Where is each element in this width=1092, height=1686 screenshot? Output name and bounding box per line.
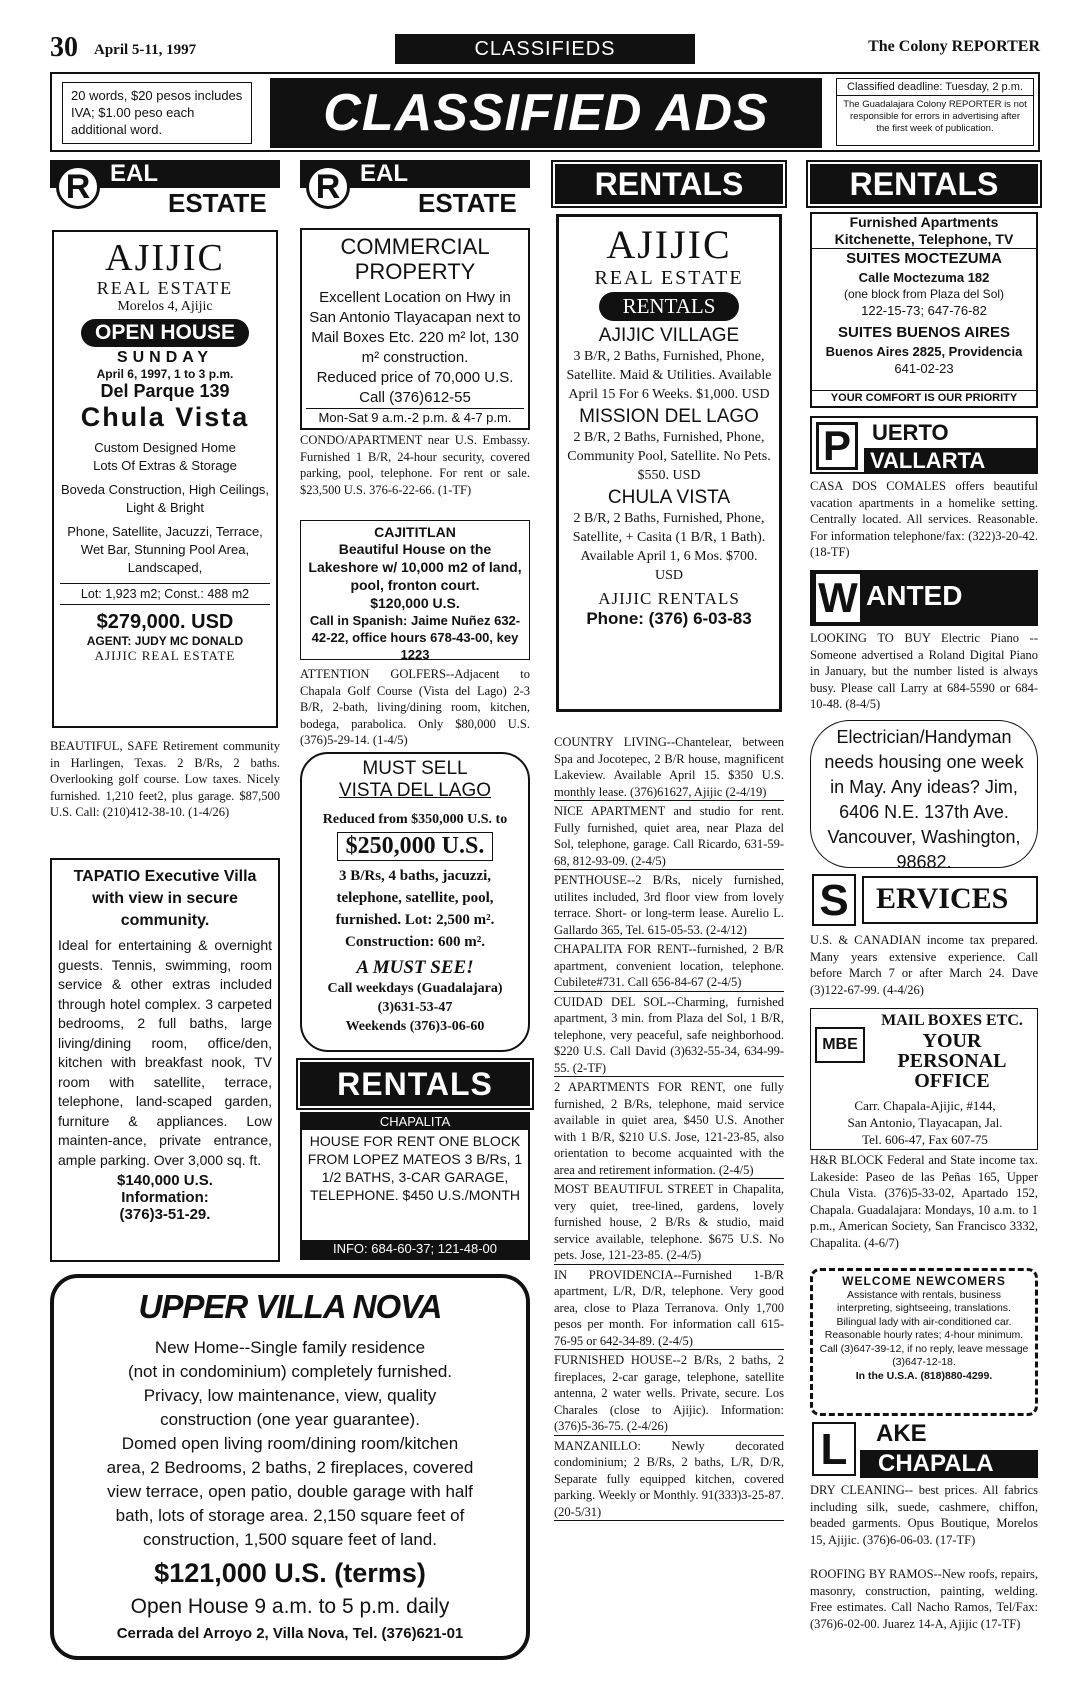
- puerto-vallarta-header: [810, 416, 1038, 474]
- l-letter-icon: L: [812, 1422, 856, 1476]
- listing-text: --Chantelear, between Spa and Jocotepec, 2 B/R house, magnificent Lakeview. Available April 15. $350 U.S. monthly lease. (376)61627, Ajijic (2-4/19): [554, 735, 785, 799]
- income-tax-ad: U.S. & CANADIAN income tax prepared. Many years extensive experience. Call before March 7 or after March 24. Dave (3)122-67-99. (4-4/26): [810, 933, 1038, 997]
- ad-body: HOUSE FOR RENT ONE BLOCK FROM LOPEZ MATEOS 3 B/Rs, 1 1/2 BATHS, 3-CAR GARAGE, TELEPHONE. $450 U.S./MONTH: [307, 1133, 523, 1203]
- rentals-header-col4: RENTALS: [810, 164, 1038, 204]
- tapatio-info: Information:: [121, 1189, 209, 1206]
- ad-phone: Call weekdays (Guadalajara) (3)631-53-47: [327, 981, 503, 1015]
- mbe-name: MAIL BOXES ETC.: [881, 1012, 1023, 1029]
- classified-listing: [554, 1079, 784, 1179]
- listing-lead: MOST BEAUTIFUL STREET: [554, 1182, 714, 1196]
- cajititlan-ad: [300, 520, 530, 660]
- header-top: EAL: [110, 160, 158, 187]
- lot-size: Lot: 1,923 m2; Const.: 488 m2: [60, 583, 270, 605]
- mbe-slogan: YOUR: [922, 1030, 982, 1052]
- tapatio-price: $140,000 U.S.: [117, 1172, 213, 1189]
- suites-name: SUITES BUENOS AIRES: [838, 324, 1010, 341]
- ad-hours: Mon-Sat 9 a.m.-2 p.m. & 4-7 p.m.: [306, 408, 524, 427]
- classified-listing: [554, 872, 784, 939]
- villa-line: construction (one year guarantee).: [160, 1410, 420, 1429]
- villa-price: $121,000 U.S. (terms): [154, 1558, 426, 1588]
- suites-line: Furnished Apartments: [849, 214, 999, 230]
- header-bottom: ESTATE: [168, 188, 267, 218]
- listing-text: --Furnished 1-B/R apartment, L/R, D/R, telephone. Very good area, close to Plaza Terranova. Only 1,700 pesos per month. For information call 615-76-95 or 642-34-89. (2-4/5): [554, 1267, 784, 1348]
- listing-text: : Newly decorated condominium; 2 B/Rs, 2 baths, L/R, D/R, Separate fully equipped kitchen, covered parking. Weekly or Monthly. 91(333)3-25-87. (20-5/31): [554, 1438, 784, 1519]
- villa-line: New Home--Single family residence: [154, 1338, 426, 1357]
- header-top: AKE: [876, 1420, 927, 1447]
- listing-text: in Chapalita, very quiet, tree-lined, gardens, lovely furnished house, 2 B/Rs & studio, maid service available, telephone. $675 U.S. No pets. Jose, 121-23-85. (2-4/5): [554, 1182, 784, 1262]
- mbe-slogan: PERSONAL: [897, 1050, 1007, 1072]
- classified-listing: [554, 1352, 784, 1436]
- mbe-slogan: OFFICE: [914, 1070, 990, 1092]
- s-letter-icon: S: [812, 874, 856, 926]
- mbe-address: [811, 1097, 1039, 1148]
- listing-text: and studio for rent. Fully furnished, quiet area, near Plaza del Sol, telephone, garage. Call Ricardo, 631-59-68, 812-93-09. (2-4/5): [554, 804, 784, 868]
- ad-phone: Weekends (376)3-06-60: [345, 1019, 485, 1034]
- open-day: SUNDAY: [116, 349, 214, 366]
- deadline-text: Classified deadline: Tuesday, 2 p.m.: [837, 79, 1033, 96]
- listing-text: --2 B/Rs, 2 baths, 2 fireplaces, 2-car garage, telephone, satellite antenna, 2 water wells. Private, secure. Los Charales (close to Ajijic). Information: (376)5-36-75. (2-4/26): [554, 1353, 784, 1433]
- header-bottom: VALLARTA: [864, 448, 1038, 474]
- villa-address: Cerrada del Arroyo 2, Villa Nova, Tel. (376)621-01: [116, 1625, 464, 1642]
- villa-line: (not in condominium) completely furnished.: [127, 1362, 453, 1381]
- pricing-note: 20 words, $20 pesos includes IVA; $1.00 peso each additional word.: [62, 82, 252, 144]
- lake-chapala-header: [810, 1420, 1038, 1478]
- mbe-address-line: Tel. 606-47, Fax 607-75: [862, 1132, 988, 1147]
- suites-line: 122-15-73; 647-76-82: [861, 303, 987, 318]
- mbe-address-line: San Antonio, Tlayacapan, Jal.: [847, 1115, 1003, 1130]
- suites-ad: [810, 212, 1038, 408]
- mbe-address-line: Carr. Chapala-Ajijic, #144,: [854, 1098, 996, 1113]
- classified-listing: [554, 1181, 784, 1265]
- villa-line: view terrace, open patio, double garage with half: [107, 1482, 473, 1501]
- issue-date: April 5-11, 1997: [94, 42, 197, 58]
- brand-address: Morelos 4, Ajijic: [117, 299, 213, 314]
- dry-cleaning-ad: DRY CLEANING-- best prices. All fabrics including silk, suede, cashmere, chiffon, beaded garments. Opus Boutique, Morelos 15, Ajijic. (376)6-06-03. (17-TF): [810, 1483, 1038, 1547]
- open-house-pill: OPEN HOUSE: [81, 319, 249, 347]
- welcome-line: Call (3)647-39-12, if no reply, leave message (3)647-12-18.: [819, 1342, 1029, 1368]
- listing-text: --furnished, 2 B/R apartment, convenient location, telephone. Cubilete#731. Call 656-84-67 (2-4/5): [554, 942, 784, 989]
- classified-listing: [554, 994, 784, 1078]
- place: Chula Vista: [80, 402, 250, 432]
- ajijic-open-house-ad: [52, 230, 278, 728]
- classified-listing: [554, 941, 784, 992]
- villa-line: Domed open living room/dining room/kitchen: [121, 1434, 459, 1453]
- page-number: 30: [50, 32, 78, 63]
- listing-lead: COUNTRY LIVING: [554, 735, 667, 749]
- footer-brand: AJIJIC RENTALS: [598, 589, 740, 608]
- real-estate-header-2: [300, 160, 530, 218]
- ad-title: CAJITITLAN: [374, 524, 456, 540]
- deadline-box: [836, 78, 1034, 146]
- welcome-line: Reasonable hourly rates; 4-hour minimum.: [824, 1329, 1024, 1341]
- villa-title: UPPER VILLA NOVA: [138, 1288, 442, 1325]
- listing-lead: PENTHOUSE: [554, 873, 627, 887]
- piano-wanted-ad: LOOKING TO BUY Electric Piano --Someone advertised a Roland Digital Piano in January, but the number listed is always busy. Please call Larry at 684-5590 or 684-10-48. (8-4/5): [810, 631, 1038, 711]
- ad-info: INFO: 684-60-37; 121-48-00: [302, 1240, 528, 1258]
- ad-body: 3 B/Rs, 4 baths, jacuzzi, telephone, satellite, pool, furnished. Lot: 2,500 m². Construction: 600 m².: [335, 868, 495, 950]
- mbe-logo-icon: MBE: [815, 1027, 865, 1063]
- feature-line: Lots Of Extras & Storage: [93, 458, 237, 473]
- ad-title: COMMERCIAL: [340, 234, 490, 259]
- ad-tag: CHAPALITA: [302, 1114, 528, 1130]
- feature-line: Phone, Satellite, Jacuzzi, Terrace, Wet Bar, Stunning Pool Area, Landscaped,: [67, 524, 263, 575]
- upper-villa-nova-ad: [50, 1274, 530, 1660]
- suites-line: Buenos Aires 2825, Providencia: [825, 344, 1023, 359]
- tapatio-body: Ideal for entertaining & overnight guests. Tennis, swimming, room service & other extras included through hotel complex. 3 carpeted bedrooms, 2 full baths, large living/dining room, office/den, kitchen with breakfast nook, TV room with satellite, terrace, telephone, land-scaped garden, furniture & appliances. Low mainten-ance, private entrance, ample parking. Over 3,000 sq. ft.: [58, 937, 272, 1168]
- listing-lead: 2 APARTMENTS FOR RENT: [554, 1080, 723, 1094]
- rentals-header-col2: RENTALS: [300, 1062, 530, 1106]
- villa-line: Privacy, low maintenance, view, quality: [143, 1386, 437, 1405]
- ad-price: $120,000 U.S.: [370, 595, 460, 611]
- suites-line: (one block from Plaza del Sol): [843, 287, 1005, 301]
- villa-line: area, 2 Bedrooms, 2 baths, 2 fireplaces, covered: [106, 1458, 474, 1477]
- mail-boxes-etc-ad: [810, 1008, 1038, 1150]
- header-text: ANTED: [866, 580, 963, 611]
- listing-lead: FURNISHED HOUSE: [554, 1353, 673, 1367]
- suites-line: Calle Moctezuma 182: [858, 270, 990, 285]
- feature-line: Custom Designed Home: [94, 440, 236, 455]
- welcome-line: Assistance with rentals, business interpreting, sightseeing, translations.: [837, 1288, 1011, 1314]
- roofing-ad: ROOFING BY RAMOS--New roofs, repairs, masonry, construction, painting, welding. Free estimates. Call Nacho Ramos, Tel/Fax: (376)6-02-00. Juarez 14-A, Ajijic (17-TF): [810, 1567, 1038, 1631]
- welcome-line: Bilingual lady with air-conditioned car.: [836, 1315, 1012, 1328]
- classified-listing: [554, 1438, 784, 1522]
- open-time: April 6, 1997, 1 to 3 p.m.: [96, 367, 234, 381]
- wanted-header: [810, 570, 1038, 626]
- listing-lead: NICE APARTMENT: [554, 804, 666, 818]
- golfers-ad: ATTENTION GOLFERS--Adjacent to Chapala Golf Course (Vista del Lago) 2-3 B/R, 2-bath, living/dining room, kitchen, bodega, parabolica. Only $80,000 U.S. (376)5-29-14. (1-4/5): [300, 667, 530, 747]
- suites-line: Kitchenette, Telephone, TV: [812, 231, 1036, 249]
- mbe-title: [867, 1011, 1037, 1091]
- classified-banner: [50, 72, 1040, 152]
- villa-open-house: Open House 9 a.m. to 5 p.m. daily: [130, 1595, 450, 1618]
- listing-text: , one fully furnished, 2 B/Rs, telephone, maid service available in quiet area, $450 U.S. Another with 1 B/R, $210 U.S. Jose, 121-23-85, also orientation to become acquainted with the area and retirement information. (2-4/5): [554, 1080, 784, 1177]
- electrician-wanted-ad: Electrician/Handyman needs housing one week in May. Any ideas? Jim, 6406 N.E. 137th Ave. Vancouver, Washington, 98682.: [810, 720, 1038, 868]
- vista-del-lago-ad: [300, 752, 530, 1052]
- hr-block-ad: H&R BLOCK Federal and State income tax. Lakeside: Paseo de las Peñas 165, Upper Chula Vista. (376)5-33-02, Apartado 152, Chapala. Guadalajara: Mondays, 10 a.m. to 1 p.m., American Society, San Francisco 3332, Chapalita. (4-6/7): [810, 1153, 1038, 1250]
- classified-listing: [554, 1267, 784, 1351]
- real-estate-header: [50, 160, 280, 218]
- ad-price: Reduced price of 70,000 U.S.: [316, 369, 514, 386]
- header-top: EAL: [360, 160, 408, 187]
- listing-body: 2 B/R, 2 Baths, Furnished, Phone, Satellite, + Casita (1 B/R, 1 Bath). Available April 1, 6 Mos. $700. USD: [572, 511, 766, 583]
- ad-title: MUST SELL: [362, 758, 468, 779]
- w-letter-icon: W: [816, 574, 860, 622]
- section-label: CLASSIFIEDS: [395, 34, 695, 64]
- p-letter-icon: P: [816, 422, 858, 470]
- ad-phone: Call (376)612-55: [359, 389, 471, 406]
- ad-price: $250,000 U.S.: [337, 832, 494, 861]
- agent: AGENT: JUDY MC DONALD: [86, 634, 244, 648]
- ad-reduced: Reduced from $350,000 U.S. to: [322, 812, 508, 827]
- ad-contact: Call in Spanish: Jaime Nuñez 632-42-22, office hours 678-43-00, key 1223: [309, 613, 521, 662]
- listing-title: MISSION DEL LAGO: [579, 406, 759, 427]
- listing-lead: CUIDAD DEL SOL: [554, 994, 667, 1009]
- condo-ad: CONDO/APARTMENT near U.S. Embassy. Furnished 1 B/R, 24-hour security, covered parking, pool, telephone. For rent or sale. $23,500 U.S. 376-6-22-66. (1-TF): [300, 433, 530, 497]
- listing-text: --2 B/Rs, nicely furnished, utilites included, 3rd floor view from lovely terrace. Short- or long-term lease. Aurelio L. Gallardo 365, Tel. 615-05-53. (2-4/12): [554, 873, 784, 937]
- brand-name: AJIJIC: [105, 237, 225, 279]
- price: $279,000. USD: [96, 611, 234, 633]
- harlingen-ad: BEAUTIFUL, SAFE Retirement community in Harlingen, Texas. 2 B/Rs, 2 baths. Overlooking golf course. Low taxes. Nicely furnished. 1,210 feet2, plus garage. $87,500 U.S. Call: (210)412-38-10. (1-4/26): [50, 739, 280, 819]
- villa-line: construction, 1,500 square feet of land.: [143, 1530, 437, 1549]
- rental-classifieds: [554, 734, 784, 1523]
- r-letter-icon: R: [56, 165, 100, 209]
- rentals-pill: RENTALS: [599, 292, 740, 321]
- services-header: [810, 872, 1038, 928]
- welcome-line: In the U.S.A. (818)880-4299.: [855, 1369, 993, 1382]
- newspaper-name: The Colony REPORTER: [868, 38, 1040, 55]
- brand-sub: REAL ESTATE: [96, 278, 234, 298]
- disclaimer-text: The Guadalajara Colony REPORTER is not responsible for errors in advertising after the first week of publication.: [843, 99, 1027, 134]
- ad-body: Beautiful House on the Lakeshore w/ 10,000 m2 of land, pool, fronton court.: [308, 541, 522, 593]
- ad-subtitle: VISTA DEL LAGO: [338, 780, 492, 801]
- commercial-property-ad: [300, 228, 530, 430]
- welcome-title: WELCOME NEWCOMERS: [842, 1274, 1006, 1288]
- listing-body: 2 B/R, 2 Baths, Furnished, Phone, Community Pool, Satellite. No Pets. $550. USD: [567, 430, 771, 483]
- feature-line: Boveda Construction, High Ceilings, Light & Bright: [60, 482, 270, 515]
- villa-line: bath, lots of storage area. 2,150 square feet of: [115, 1506, 465, 1525]
- classified-listing: [554, 803, 784, 870]
- listing-lead: MANZANILLO: [554, 1438, 638, 1453]
- brand-sub: REAL ESTATE: [594, 267, 744, 289]
- header-text: ERVICES: [876, 882, 1009, 915]
- header-bottom: ESTATE: [418, 188, 517, 218]
- casa-dos-comales-ad: CASA DOS COMALES offers beautiful vacation apartments in a homelike setting. Centrally located. All services. Reasonable. For information telephone/fax: (322)3-20-42. (18-TF): [810, 479, 1038, 559]
- suites-line: 641-02-23: [894, 361, 954, 376]
- footer-brand: AJIJIC REAL ESTATE: [94, 648, 236, 663]
- chapalita-house-ad: [300, 1112, 530, 1260]
- r-letter-icon: R: [306, 165, 350, 209]
- listing-lead: IN PROVIDENCIA: [554, 1267, 674, 1282]
- ad-title: PROPERTY: [354, 259, 476, 284]
- listing-body: 3 B/R, 2 Baths, Furnished, Phone, Satellite. Maid & Utilities. Available April 15 For 6 Weeks. $1,000. USD: [566, 349, 772, 402]
- suites-name: SUITES MOCTEZUMA: [846, 250, 1002, 267]
- listing-title: CHULA VISTA: [607, 487, 731, 508]
- listing-lead: CHAPALITA FOR RENT: [554, 942, 689, 956]
- header-top: UERTO: [872, 420, 949, 445]
- tapatio-villa-ad: [50, 858, 280, 1262]
- rentals-phone: Phone: (376) 6-03-83: [586, 609, 752, 628]
- street: Del Parque 139: [100, 381, 230, 401]
- ad-must-see: A MUST SEE!: [356, 957, 474, 978]
- brand-name: AJIJIC: [606, 222, 732, 267]
- welcome-newcomers-ad: [810, 1268, 1038, 1416]
- tapatio-phone: (376)3-51-29.: [119, 1206, 211, 1223]
- header-bottom: CHAPALA: [860, 1450, 1038, 1478]
- listing-title: AJIJIC VILLAGE: [598, 325, 740, 346]
- listing-text: --Charming, furnished apartment, 3 min. from Plaza del Sol, 1 B/R, telephone, very peaceful, safe neighborhood. $220 U.S. Call David (3)632-55-34, 634-99-55. (2-TF): [554, 994, 785, 1075]
- page-header: [50, 32, 1040, 66]
- suites-slogan: YOUR COMFORT IS OUR PRIORITY: [812, 390, 1036, 406]
- classified-listing: [554, 734, 784, 801]
- tapatio-title: TAPATIO Executive Villa with view in secure community.: [73, 868, 257, 929]
- rentals-header-col3: RENTALS: [555, 164, 783, 204]
- banner-title: CLASSIFIED ADS: [270, 78, 822, 148]
- ad-body: Excellent Location on Hwy in San Antonio Tlayacapan next to Mail Boxes Etc. 220 m² lot, 130 m² construction.: [309, 289, 521, 366]
- ajijic-rentals-ad: [556, 214, 782, 712]
